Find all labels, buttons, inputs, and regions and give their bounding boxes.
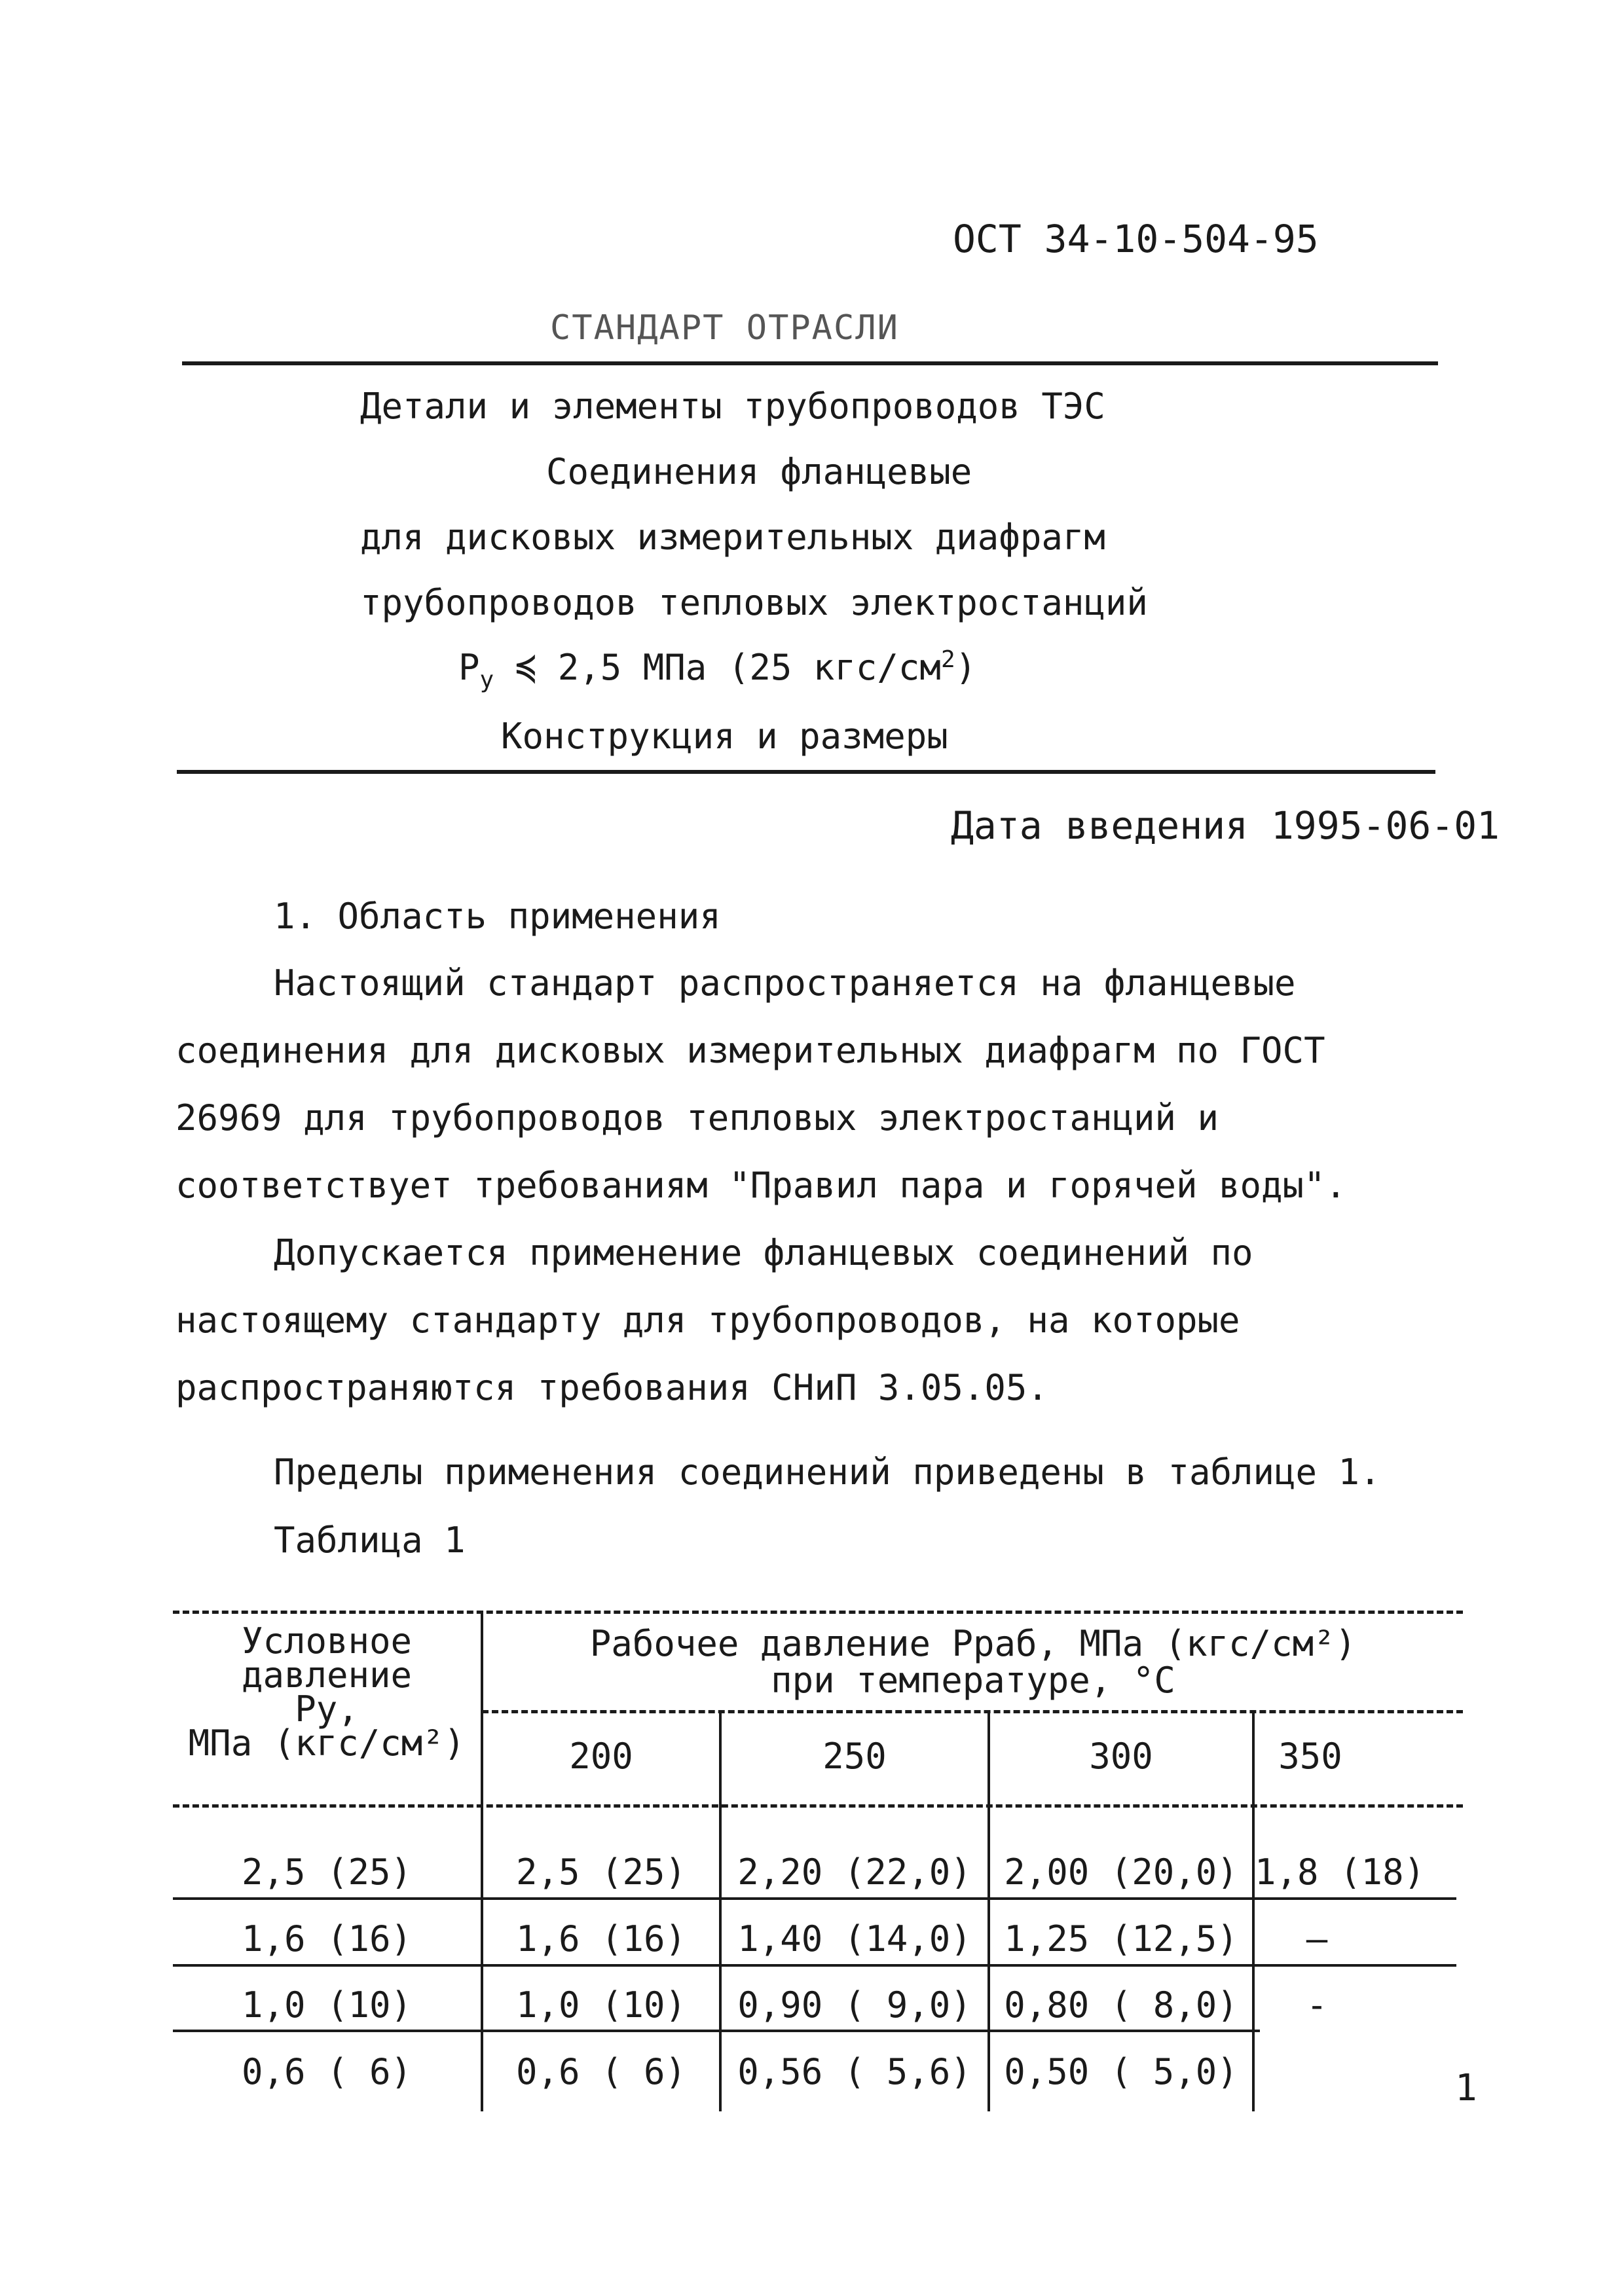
table-cell: 1,40 (14,0) — [737, 1918, 972, 1959]
pressure-subscript: у — [479, 666, 494, 693]
header-temperature-label: при температуре, °С — [771, 1660, 1175, 1701]
row-divider-3 — [173, 2030, 1260, 2032]
title-line-1: Детали и элементы трубопроводов ТЭС — [360, 386, 1105, 427]
table-cell: — — [1306, 1918, 1328, 1959]
table-cell: - — [1306, 1984, 1328, 2026]
title-line-6: Конструкция и размеры — [501, 716, 948, 757]
table-cell: 1,8 (18) — [1255, 1851, 1426, 1893]
top-rule — [182, 361, 1438, 365]
header-nominal-line-3: Ру, — [295, 1688, 359, 1730]
title-pressure-line — [458, 648, 976, 692]
header-working-pressure: Рабочее давление Рраб, МПа (кгс/см²) — [589, 1623, 1357, 1664]
header-nominal-line-4: МПа (кгс/см²) — [188, 1722, 466, 1764]
table-cell: 0,50 ( 5,0) — [1004, 2051, 1238, 2092]
page-number: 1 — [1455, 2067, 1477, 2109]
table-cell: 0,56 ( 5,6) — [737, 2051, 972, 2092]
row-divider-1 — [173, 1897, 1456, 1900]
pressure-superscript: 2 — [940, 646, 955, 673]
pressure-value: ≼ 2,5 МПа (25 кгс/см — [494, 647, 941, 688]
paragraph-permission: Допускается применение фланцевых соединений по настоящему стандарту для трубопроводов, на которые распространяются требования СНиП 3.05.05. — [175, 1232, 1253, 1408]
title-line-4: трубопроводов тепловых электростанций — [360, 582, 1148, 623]
table-cell: 1,0 (10) — [241, 1984, 413, 2026]
header-bottom-line — [173, 1804, 1463, 1808]
table-cell: 1,0 (10) — [515, 1984, 687, 2026]
table-cell: 0,90 ( 9,0) — [737, 1984, 972, 2026]
bottom-rule — [177, 770, 1435, 774]
paragraph-scope: Настоящий стандарт распространяется на фланцевые соединения для дисковых измерительных диафрагм по ГОСТ 26969 для трубопроводов тепловых электростанций и соответствует требованиям "Правил пара и горячей воды". — [175, 962, 1347, 1206]
table-cell: 2,5 (25) — [515, 1851, 687, 1893]
table-cell: 2,00 (20,0) — [1004, 1851, 1238, 1893]
title-line-3: для дисковых измерительных диафрагм — [360, 517, 1105, 558]
table-cell: 1,25 (12,5) — [1004, 1918, 1238, 1959]
pressure-symbol: P — [458, 647, 480, 688]
header-temp-300: 300 — [1089, 1736, 1153, 1777]
table-cell: 0,80 ( 8,0) — [1004, 1984, 1238, 2026]
pressure-close: ) — [955, 647, 977, 688]
section-heading: 1. Область применения — [274, 896, 721, 937]
table-cell: 0,6 ( 6) — [515, 2051, 687, 2092]
table-cell: 1,6 (16) — [515, 1918, 687, 1959]
row-divider-2 — [173, 1964, 1456, 1967]
temperature-divider — [482, 1710, 1463, 1713]
header-temp-200: 200 — [569, 1736, 633, 1777]
header-temp-250: 250 — [822, 1736, 887, 1777]
header-nominal-line-1: Условное — [241, 1620, 413, 1662]
table-cell: 2,20 (22,0) — [737, 1851, 972, 1893]
header-nominal-line-2: давление — [241, 1654, 413, 1696]
table-cell: 1,6 (16) — [241, 1918, 413, 1959]
header-temp-350: 350 — [1278, 1736, 1342, 1777]
introduction-date: Дата введения 1995-06-01 — [951, 803, 1500, 848]
title-line-2: Соединения фланцевые — [546, 451, 972, 492]
table-cell: 0,6 ( 6) — [241, 2051, 413, 2092]
document-code: ОСТ 34-10-504-95 — [953, 217, 1319, 261]
table-caption: Таблица 1 — [274, 1520, 466, 1561]
paragraph-limits: Пределы применения соединений приведены в таблице 1. — [274, 1451, 1381, 1493]
table-cell: 2,5 (25) — [241, 1851, 413, 1893]
table-top-line — [173, 1611, 1463, 1614]
standard-type-label: СТАНДАРТ ОТРАСЛИ — [550, 308, 899, 348]
